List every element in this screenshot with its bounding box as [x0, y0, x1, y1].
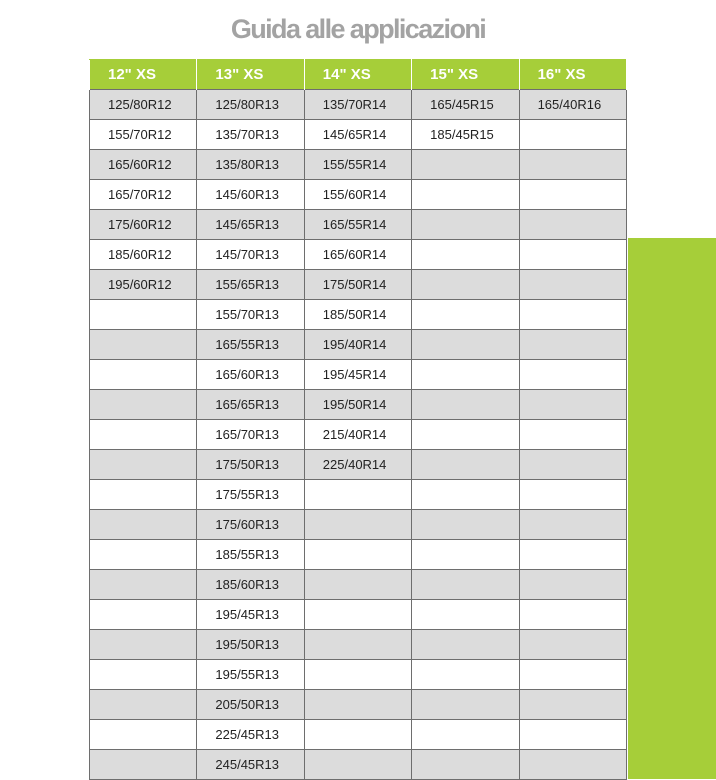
table-cell: 175/60R13 — [197, 510, 304, 540]
table-cell — [412, 570, 519, 600]
table-cell — [304, 750, 411, 780]
table-row — [90, 360, 627, 390]
table-cell — [412, 540, 519, 570]
table-cell — [304, 570, 411, 600]
table-cell: 195/45R13 — [197, 600, 304, 630]
application-guide-table — [89, 59, 627, 780]
table-cell — [412, 480, 519, 510]
table-cell: 225/40R14 — [304, 450, 411, 480]
table-cell — [412, 300, 519, 330]
table-cell — [90, 450, 197, 480]
table-cell — [519, 240, 626, 270]
table-row — [90, 90, 627, 120]
table-cell: 165/55R14 — [304, 210, 411, 240]
table-cell — [519, 510, 626, 540]
table-row — [90, 450, 627, 480]
table-cell — [519, 630, 626, 660]
table-cell — [519, 720, 626, 750]
table-row — [90, 150, 627, 180]
table-cell — [90, 510, 197, 540]
table-cell — [519, 180, 626, 210]
table-cell — [90, 480, 197, 510]
table-cell: 205/50R13 — [197, 690, 304, 720]
table-cell: 185/55R13 — [197, 540, 304, 570]
table-cell — [412, 150, 519, 180]
column-header: 15" XS — [412, 60, 519, 90]
column-header: 13" XS — [197, 60, 304, 90]
table-cell: 125/80R12 — [90, 90, 197, 120]
table-cell: 155/55R14 — [304, 150, 411, 180]
table-cell — [90, 390, 197, 420]
table-cell — [519, 750, 626, 780]
table-cell — [412, 750, 519, 780]
table-cell: 165/45R15 — [412, 90, 519, 120]
column-header: 14" XS — [304, 60, 411, 90]
table-cell — [519, 390, 626, 420]
table-cell: 185/60R12 — [90, 240, 197, 270]
table-cell — [304, 690, 411, 720]
table-cell: 185/45R15 — [412, 120, 519, 150]
table-cell — [90, 750, 197, 780]
table-cell: 145/70R13 — [197, 240, 304, 270]
table-row — [90, 750, 627, 780]
table-cell: 145/60R13 — [197, 180, 304, 210]
table-cell — [519, 540, 626, 570]
table-cell — [90, 570, 197, 600]
table-row — [90, 570, 627, 600]
table-cell: 195/60R12 — [90, 270, 197, 300]
table-cell: 215/40R14 — [304, 420, 411, 450]
table-row — [90, 480, 627, 510]
table-row — [90, 660, 627, 690]
table-cell — [90, 330, 197, 360]
table-cell — [90, 360, 197, 390]
table-cell — [304, 630, 411, 660]
table-cell: 135/70R13 — [197, 120, 304, 150]
table-cell — [519, 450, 626, 480]
page-title: Guida alle applicazioni — [230, 14, 486, 44]
table-cell — [519, 660, 626, 690]
table-cell: 155/65R13 — [197, 270, 304, 300]
table-cell: 165/40R16 — [519, 90, 626, 120]
table-cell — [412, 390, 519, 420]
table-cell — [304, 510, 411, 540]
table-cell — [90, 690, 197, 720]
table-cell — [412, 450, 519, 480]
table-cell: 155/60R14 — [304, 180, 411, 210]
table-cell: 225/45R13 — [197, 720, 304, 750]
table-cell: 195/55R13 — [197, 660, 304, 690]
table-cell — [519, 270, 626, 300]
table-cell — [519, 360, 626, 390]
table-cell — [90, 540, 197, 570]
table-cell: 165/65R13 — [197, 390, 304, 420]
table-cell — [519, 330, 626, 360]
table-cell: 175/60R12 — [90, 210, 197, 240]
table-cell: 145/65R13 — [197, 210, 304, 240]
table-cell: 135/70R14 — [304, 90, 411, 120]
table-row — [90, 540, 627, 570]
table-cell — [304, 660, 411, 690]
table-cell: 165/70R12 — [90, 180, 197, 210]
table-cell — [412, 690, 519, 720]
table-cell: 165/60R13 — [197, 360, 304, 390]
column-header: 16" XS — [519, 60, 626, 90]
table-cell — [519, 420, 626, 450]
table-cell: 175/55R13 — [197, 480, 304, 510]
table-row — [90, 180, 627, 210]
table-cell: 175/50R13 — [197, 450, 304, 480]
table-row — [90, 420, 627, 450]
table-cell: 195/50R14 — [304, 390, 411, 420]
table-cell — [519, 150, 626, 180]
table-cell — [412, 360, 519, 390]
table-cell — [90, 660, 197, 690]
table-cell — [90, 600, 197, 630]
table-cell: 135/80R13 — [197, 150, 304, 180]
table-cell — [412, 420, 519, 450]
table-cell — [412, 660, 519, 690]
table-cell — [304, 540, 411, 570]
table-cell — [412, 510, 519, 540]
table-cell — [412, 630, 519, 660]
table-cell — [519, 120, 626, 150]
table-row — [90, 510, 627, 540]
table-row — [90, 300, 627, 330]
table-cell — [304, 600, 411, 630]
table-cell: 185/60R13 — [197, 570, 304, 600]
table-row — [90, 600, 627, 630]
table-cell — [412, 600, 519, 630]
table-cell — [412, 330, 519, 360]
table-cell — [519, 480, 626, 510]
table-row — [90, 690, 627, 720]
table-cell: 145/65R14 — [304, 120, 411, 150]
table-row — [90, 330, 627, 360]
table-cell — [519, 600, 626, 630]
table-cell — [90, 630, 197, 660]
table-cell: 165/55R13 — [197, 330, 304, 360]
column-header: 12" XS — [90, 60, 197, 90]
table-row — [90, 120, 627, 150]
table-cell: 245/45R13 — [197, 750, 304, 780]
table-body — [90, 90, 627, 780]
table-cell — [519, 210, 626, 240]
table-cell — [519, 690, 626, 720]
table-row — [90, 390, 627, 420]
table-row — [90, 630, 627, 660]
table-cell: 125/80R13 — [197, 90, 304, 120]
table-cell: 165/60R14 — [304, 240, 411, 270]
table-row — [90, 240, 627, 270]
table-cell — [304, 480, 411, 510]
table-cell: 185/50R14 — [304, 300, 411, 330]
decorative-side-bar — [628, 238, 716, 779]
table-cell — [90, 720, 197, 750]
table-cell: 195/40R14 — [304, 330, 411, 360]
table-cell: 155/70R12 — [90, 120, 197, 150]
table-row — [90, 270, 627, 300]
table-cell — [519, 300, 626, 330]
table-cell — [412, 180, 519, 210]
table-cell — [412, 240, 519, 270]
table-row — [90, 720, 627, 750]
table-cell: 165/70R13 — [197, 420, 304, 450]
table-cell — [412, 210, 519, 240]
table-cell: 175/50R14 — [304, 270, 411, 300]
table-cell: 165/60R12 — [90, 150, 197, 180]
table-cell: 195/45R14 — [304, 360, 411, 390]
table-cell — [90, 300, 197, 330]
table-cell: 195/50R13 — [197, 630, 304, 660]
table-cell — [304, 720, 411, 750]
table-cell — [519, 570, 626, 600]
table-cell — [90, 420, 197, 450]
table-cell — [412, 270, 519, 300]
table-header-row — [90, 60, 627, 90]
table-cell — [412, 720, 519, 750]
table-cell: 155/70R13 — [197, 300, 304, 330]
table-row — [90, 210, 627, 240]
